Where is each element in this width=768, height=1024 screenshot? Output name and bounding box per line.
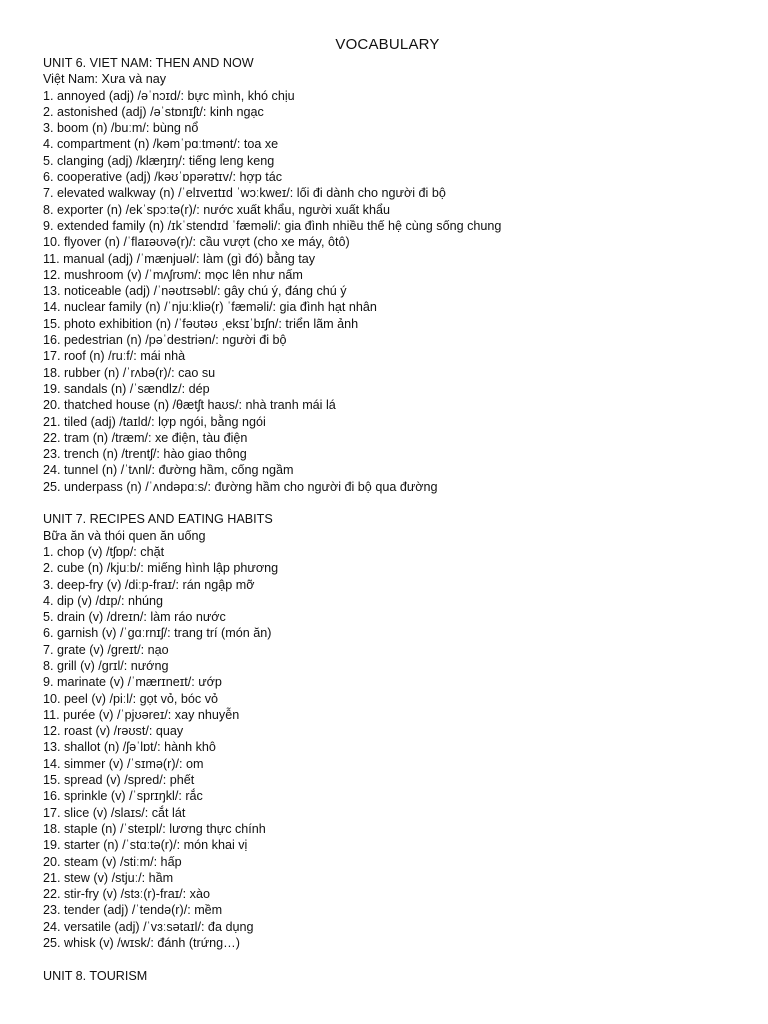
section-heading: UNIT 7. RECIPES AND EATING HABITS <box>43 512 273 527</box>
vocabulary-entry: 5. clanging (adj) /klæŋɪŋ/: tiếng leng keng <box>43 153 275 168</box>
vocabulary-section <box>43 511 758 951</box>
vocabulary-entry: 3. boom (n) /buːm/: bùng nổ <box>43 121 199 136</box>
vocabulary-entry: 4. compartment (n) /kəmˈpɑːtmənt/: toa xe <box>43 137 279 152</box>
vocabulary-entry: 25. whisk (v) /wɪsk/: đánh (trứng…) <box>43 936 240 951</box>
vocabulary-entry: 15. spread (v) /spred/: phết <box>43 773 195 788</box>
vocabulary-entry: 24. versatile (adj) /ˈvɜːsətaɪl/: đa dụng <box>43 919 254 934</box>
vocabulary-section <box>43 55 758 495</box>
vocabulary-entry: 19. sandals (n) /ˈsændlz/: dép <box>43 381 210 396</box>
vocabulary-entry: 23. tender (adj) /ˈtendə(r)/: mềm <box>43 903 223 918</box>
vocabulary-entry: 22. tram (n) /træm/: xe điện, tàu điện <box>43 430 248 445</box>
vocabulary-entry: 7. grate (v) /ɡreɪt/: nạo <box>43 642 169 657</box>
vocabulary-entry: 14. nuclear family (n) /ˈnjuːkliə(r) ˈfæməli/: gia đình hạt nhân <box>43 300 377 315</box>
vocabulary-entry: 21. stew (v) /stjuː/: hầm <box>43 870 174 885</box>
vocabulary-entry: 2. cube (n) /kjuːb/: miếng hình lập phương <box>43 561 279 576</box>
vocabulary-entry: 3. deep-fry (v) /diːp-fraɪ/: rán ngập mỡ <box>43 577 255 592</box>
vocabulary-entry: 5. drain (v) /dreɪn/: làm ráo nước <box>43 610 226 625</box>
vocabulary-entry: 18. staple (n) /ˈsteɪpl/: lương thực chính <box>43 821 266 836</box>
vocabulary-entry: 4. dip (v) /dɪp/: nhúng <box>43 593 163 608</box>
vocabulary-entry: 20. steam (v) /stiːm/: hấp <box>43 854 182 869</box>
vocabulary-entry: 17. roof (n) /ruːf/: mái nhà <box>43 349 186 364</box>
vocabulary-entry: 15. photo exhibition (n) /ˈfəʊtəʊ ˌeksɪˈbɪʃn/: triển lãm ảnh <box>43 316 359 331</box>
vocabulary-entry: 11. manual (adj) /ˈmænjuəl/: làm (gì đó) bằng tay <box>43 251 316 266</box>
vocabulary-entry: 13. shallot (n) /ʃəˈlɒt/: hành khô <box>43 740 216 755</box>
section-heading: UNIT 6. VIET NAM: THEN AND NOW <box>43 56 254 70</box>
vocabulary-entry: 12. roast (v) /rəʊst/: quay <box>43 724 184 739</box>
vocabulary-entry: 9. marinate (v) /ˈmærɪneɪt/: ướp <box>43 675 222 690</box>
vocabulary-entry: 13. noticeable (adj) /ˈnəʊtɪsəbl/: gây chú ý, đáng chú ý <box>43 284 347 299</box>
vocabulary-entry: 16. pedestrian (n) /pəˈdestriən/: người đi bộ <box>43 333 287 348</box>
vocabulary-entry: 2. astonished (adj) /əˈstɒnɪʃt/: kinh ngạc <box>43 104 264 119</box>
vocabulary-entry: 7. elevated walkway (n) /ˈelɪveɪtɪd ˈwɔːkweɪ/: lối đi dành cho người đi bộ <box>43 186 446 201</box>
vocabulary-entry: 8. exporter (n) /ekˈspɔːtə(r)/: nước xuất khẩu, người xuất khẩu <box>43 202 390 217</box>
vocabulary-entry: 10. flyover (n) /ˈflaɪəʊvə(r)/: cầu vượt (cho xe máy, ôtô) <box>43 235 350 250</box>
vocabulary-entry: 6. cooperative (adj) /kəʊˈɒpərətɪv/: hợp tác <box>43 170 283 185</box>
vocabulary-entry: 16. sprinkle (v) /ˈsprɪŋkl/: rắc <box>43 789 203 804</box>
vocabulary-entry: 11. purée (v) /ˈpjʊəreɪ/: xay nhuyễn <box>43 707 240 722</box>
vocabulary-entry: 9. extended family (n) /ɪkˈstendɪd ˈfæməli/: gia đình nhiều thế hệ cùng sống chung <box>43 218 502 233</box>
vocabulary-entry: 18. rubber (n) /ˈrʌbə(r)/: cao su <box>43 365 216 380</box>
vocabulary-entry: 20. thatched house (n) /θætʃt haʊs/: nhà tranh mái lá <box>43 398 336 413</box>
vocabulary-entry: 25. underpass (n) /ˈʌndəpɑːs/: đường hầm cho người đi bộ qua đường <box>43 479 438 494</box>
section-subtitle: Việt Nam: Xưa và nay <box>43 72 166 87</box>
vocabulary-entry: 24. tunnel (n) /ˈtʌnl/: đường hầm, cống ngầm <box>43 463 294 478</box>
vocabulary-entry: 21. tiled (adj) /taɪld/: lợp ngói, bằng ngói <box>43 414 266 429</box>
vocabulary-entry: 1. chop (v) /tʃɒp/: chặt <box>43 544 165 559</box>
vocabulary-section <box>43 968 758 984</box>
vocabulary-entry: 23. trench (n) /trentʃ/: hào giao thông <box>43 447 247 462</box>
document-body <box>43 55 758 984</box>
vocabulary-entry: 10. peel (v) /piːl/: gọt vỏ, bóc vỏ <box>43 691 219 706</box>
vocabulary-entry: 17. slice (v) /slaɪs/: cắt lát <box>43 805 186 820</box>
vocabulary-entry: 19. starter (n) /ˈstɑːtə(r)/: món khai vị <box>43 838 248 853</box>
vocabulary-entry: 22. stir-fry (v) /stɜː(r)-fraɪ/: xào <box>43 887 210 902</box>
section-heading: UNIT 8. TOURISM <box>43 968 148 983</box>
vocabulary-entry: 1. annoyed (adj) /əˈnɔɪd/: bực mình, khó chịu <box>43 88 295 103</box>
document-title: VOCABULARY <box>335 36 440 53</box>
vocabulary-entry: 12. mushroom (v) /ˈmʌʃrʊm/: mọc lên như nấm <box>43 267 303 282</box>
section-subtitle: Bữa ăn và thói quen ăn uống <box>43 528 206 543</box>
vocabulary-entry: 14. simmer (v) /ˈsɪmə(r)/: om <box>43 756 204 771</box>
vocabulary-entry: 8. grill (v) /ɡrɪl/: nướng <box>43 658 169 673</box>
vocabulary-entry: 6. garnish (v) /ˈɡɑːrnɪʃ/: trang trí (món ăn) <box>43 626 272 641</box>
